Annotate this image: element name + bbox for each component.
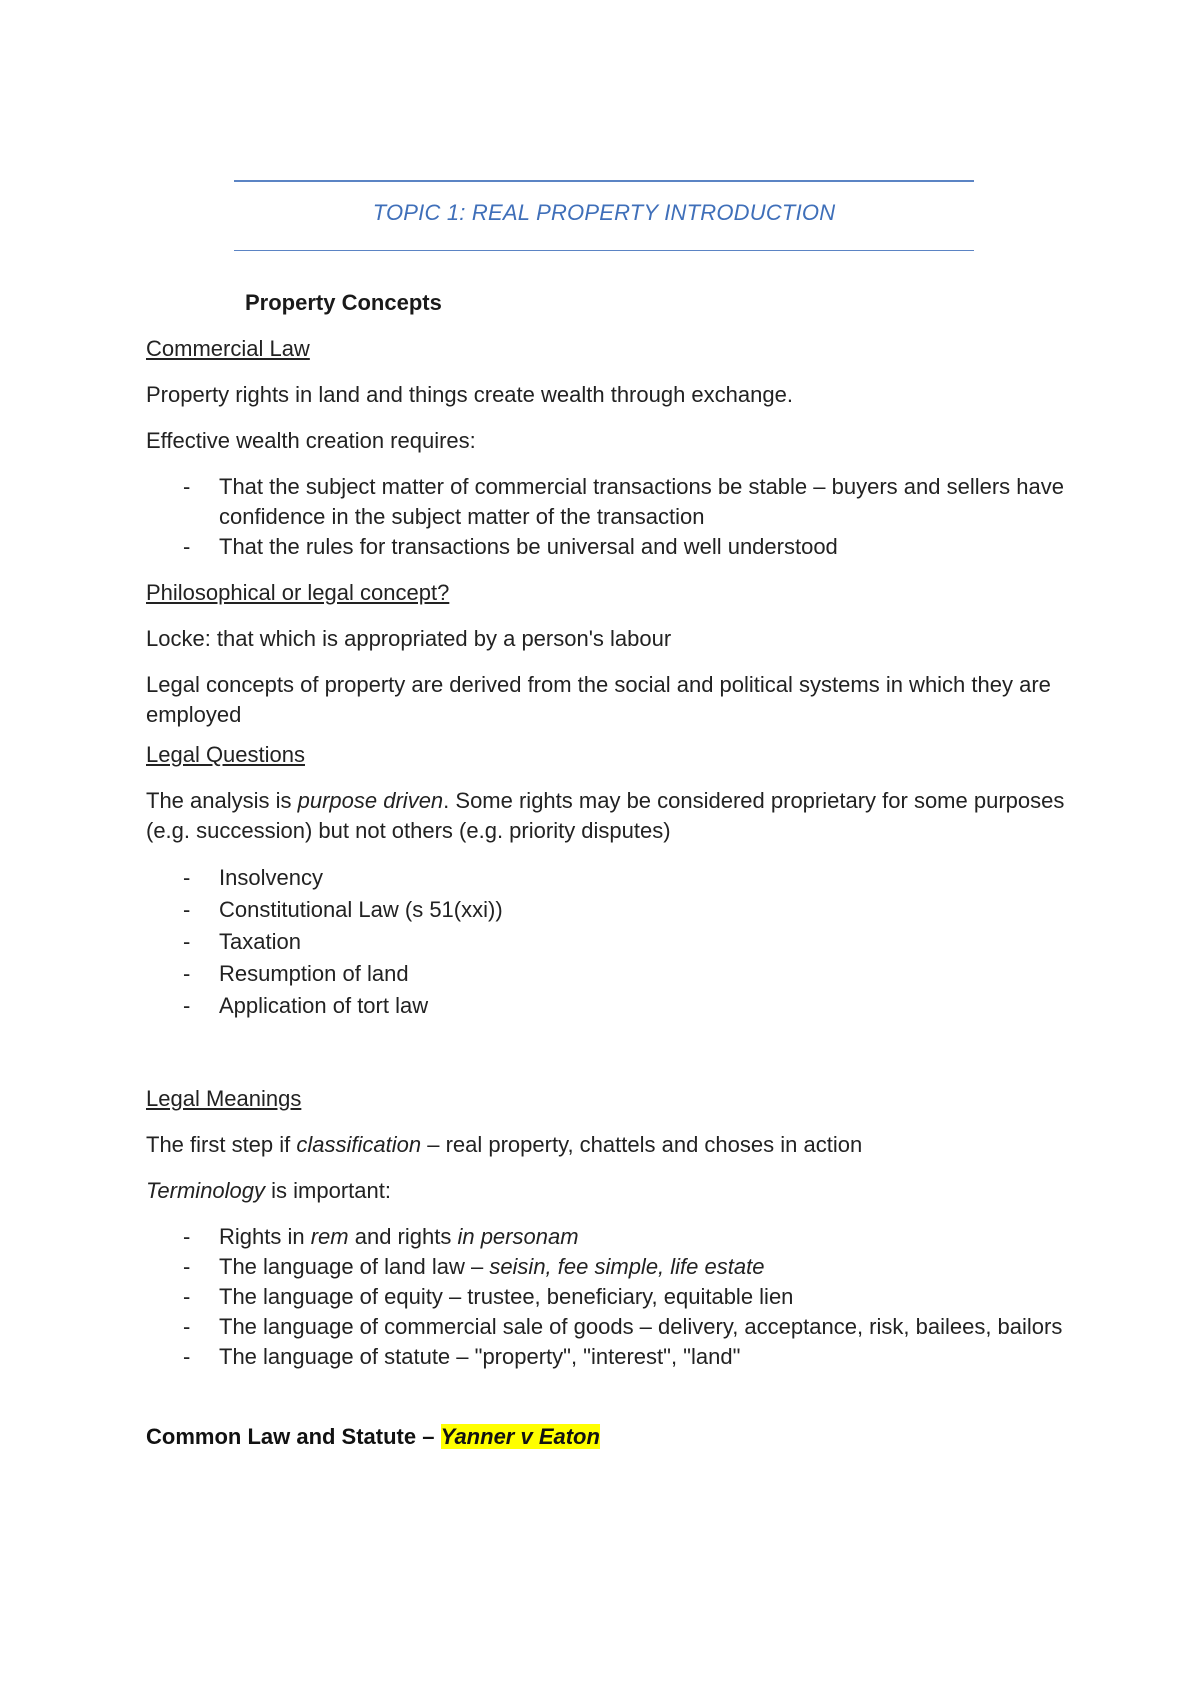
list-item: - The language of statute – "property", "interest", "land" [146,1342,1066,1372]
emphasis: purpose driven [297,788,444,813]
text: is important: [265,1178,391,1203]
spacer [146,1388,1066,1422]
highlighted-case-name: Yanner v Eaton [440,1424,600,1449]
text: The language of land law – [219,1254,490,1279]
emphasis: seisin, fee simple, life estate [489,1254,765,1279]
list-item [146,1252,1066,1282]
paragraph: Legal concepts of property are derived from the social and political systems in which they are employed [146,672,1051,727]
list-item: - Taxation [146,926,1066,958]
paragraph [146,1130,1066,1160]
text: Common Law and Statute – [146,1424,441,1449]
text: Rights in [219,1224,311,1249]
text: The first step if [146,1132,297,1157]
section-title: Property Concepts [245,290,442,315]
list-item: - Insolvency [146,862,1066,894]
title-rule-top [234,180,974,182]
list-item: - That the rules for transactions be universal and well understood [146,532,1066,562]
emphasis: in personam [457,1224,579,1249]
heading-philosophical: Philosophical or legal concept? [146,580,450,605]
bullet-list [146,862,1066,1022]
bullet-list [146,1222,1066,1372]
text: The analysis is [146,788,298,813]
document-body [146,288,1066,1452]
paragraph [146,786,1066,846]
text: – real property, chattels and choses in action [421,1132,863,1157]
paragraph: Property rights in land and things create wealth through exchange. [146,382,793,407]
list-item: - That the subject matter of commercial transactions be stable – buyers and sellers have confidence in the subject matter of the transaction [146,472,1066,532]
paragraph: Locke: that which is appropriated by a person's labour [146,626,672,651]
emphasis: rem [310,1224,349,1249]
list-item: - The language of commercial sale of goods – delivery, acceptance, risk, bailees, bailors [146,1312,1066,1342]
topic-title: TOPIC 1: REAL PROPERTY INTRODUCTION [372,200,836,225]
emphasis: classification [296,1132,422,1157]
text: and rights [348,1224,458,1249]
list-item: - Constitutional Law (s 51(xxi)) [146,894,1066,926]
list-item: - Application of tort law [146,990,1066,1022]
text: . Some rights may be considered proprietary for some purposes (e.g. succession) but not others (e.g. priority disputes) [146,788,1065,843]
heading-legal-meanings: Legal Meanings [146,1086,302,1111]
section-heading-common-law [146,1422,1066,1452]
title-rule-bottom [234,250,974,251]
bullet-list [146,472,1066,562]
paragraph: Effective wealth creation requires: [146,428,476,453]
emphasis: Terminology [146,1178,266,1203]
paragraph [146,1176,1066,1206]
heading-legal-questions: Legal Questions [146,742,305,767]
heading-commercial-law: Commercial Law [146,336,310,361]
list-item: - Resumption of land [146,958,1066,990]
list-item [146,1222,1066,1252]
list-item: - The language of equity – trustee, beneficiary, equitable lien [146,1282,1066,1312]
spacer [146,1038,1066,1084]
